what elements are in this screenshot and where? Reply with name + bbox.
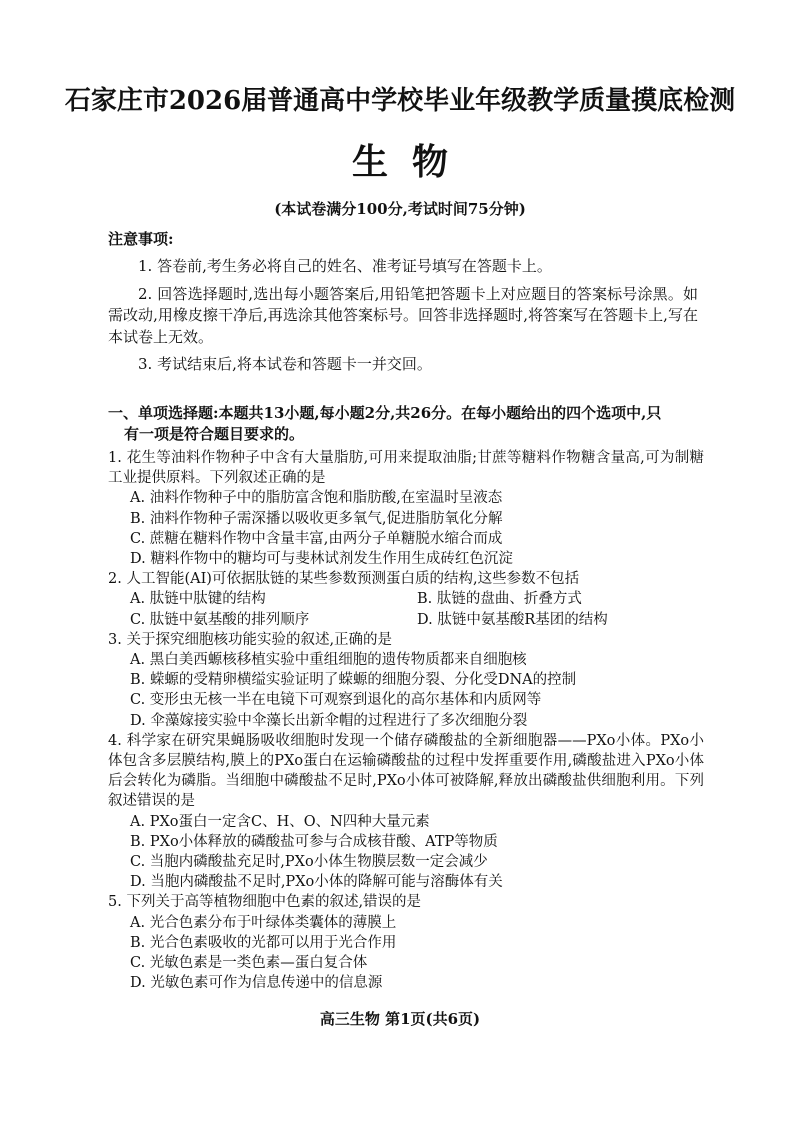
notice-item: 1. 答卷前,考生务必将自己的姓名、准考证号填写在答题卡上。 [138, 257, 552, 275]
option-grid [108, 589, 704, 629]
option-a: A. 肽链中肽键的结构 [130, 591, 266, 608]
option-a: A. 黑白美西螈核移植实验中重组细胞的遗传物质都来自细胞核 [130, 652, 527, 669]
section-heading-line: 有一项是符合题目要求的。 [124, 425, 305, 443]
option-b: B. 油料作物种子需深播以吸收更多氧气,促进脂肪氧化分解 [130, 510, 503, 527]
notice-heading: 注意事项: [108, 230, 174, 248]
option-d: D. 伞藻嫁接实验中伞藻长出新伞帽的过程进行了多次细胞分裂 [130, 712, 528, 729]
question-2 [108, 569, 704, 630]
option-b: B. 蝾螈的受精卵横缢实验证明了蝾螈的细胞分裂、分化受DNA的控制 [130, 672, 577, 689]
page-footer: 高三生物 第1页(共6页) [319, 1010, 481, 1028]
question-1 [108, 448, 704, 569]
question-stem: 5. 下列关于高等植物细胞中色素的叙述,错误的是 [108, 894, 422, 911]
option-c: C. 蔗糖在糖料作物中含量丰富,由两分子单糖脱水缩合而成 [130, 530, 503, 547]
option-d: D. 当胞内磷酸盐不足时,PXo小体的降解可能与溶酶体有关 [130, 874, 503, 891]
option-d: D. 光敏色素可作为信息传递中的信息源 [130, 975, 383, 992]
question-stem: 2. 人工智能(AI)可依据肽链的某些参数预测蛋白质的结构,这些参数不包括 [108, 571, 580, 588]
option-b: B. 光合色素吸收的光都可以用于光合作用 [130, 934, 397, 951]
section-heading-line: 一、单项选择题:本题共13小题,每小题2分,共26分。在每小题给出的四个选项中,只 [108, 404, 662, 422]
option-a: A. PXo蛋白一定含C、H、O、N四种大量元素 [130, 813, 430, 830]
question-list [108, 448, 704, 993]
section-heading [108, 403, 702, 445]
option-a: A. 油料作物种子中的脂肪富含饱和脂肪酸,在室温时呈液态 [130, 490, 503, 507]
question-stem: 4. 科学家在研究果蝇肠吸收细胞时发现一个储存磷酸盐的全新细胞器——PXo小体。PXo小体包含多层膜结构,膜上的PXo蛋白在运输磷酸盐的过程中发挥重要作用,磷酸盐进入PXo小体后会转化为磷脂。当细胞中磷酸盐不足时,PXo小体可被降解,释放出磷酸盐供细胞利用。下列叙述错误的是 [108, 732, 704, 810]
option-b: B. PXo小体释放的磷酸盐可参与合成核苷酸、ATP等物质 [130, 833, 498, 850]
exam-title: 石家庄市2026届普通高中学校毕业年级教学质量摸底检测 [64, 86, 736, 116]
question-stem: 3. 关于探究细胞核功能实验的叙述,正确的是 [108, 631, 393, 648]
notice-item: 2. 回答选择题时,选出每小题答案后,用铅笔把答题卡上对应题目的答案标号涂黑。如需改动,用橡皮擦干净后,再选涂其他答案标号。回答非选择题时,将答案写在答题卡上,写在本试卷上无效。 [108, 284, 698, 346]
option-d: D. 糖料作物中的糖均可与斐林试剂发生作用生成砖红色沉淀 [130, 551, 513, 568]
option-c: C. 光敏色素是一类色素—蛋白复合体 [130, 955, 368, 972]
option-b: B. 肽链的盘曲、折叠方式 [417, 591, 582, 608]
notice-item: 3. 考试结束后,将本试卷和答题卡一并交回。 [138, 355, 432, 373]
question-stem: 1. 花生等油料作物种子中含有大量脂肪,可用来提取油脂;甘蔗等糖料作物糖含量高,可为制糖工业提供原料。下列叙述正确的是 [108, 450, 704, 487]
question-3 [108, 630, 704, 731]
question-5 [108, 892, 704, 993]
option-d: D. 肽链中氨基酸R基团的结构 [417, 611, 608, 628]
question-4 [108, 731, 704, 893]
option-c: C. 当胞内磷酸盐充足时,PXo小体生物膜层数一定会减少 [130, 854, 488, 871]
notice-list [108, 256, 698, 382]
option-c: C. 变形虫无核一半在电镜下可观察到退化的高尔基体和内质网等 [130, 692, 542, 709]
score-info: (本试卷满分100分,考试时间75分钟) [274, 200, 526, 218]
option-c: C. 肽链中氨基酸的排列顺序 [130, 611, 310, 628]
subject-title: 生物 [351, 141, 472, 183]
option-a: A. 光合色素分布于叶绿体类囊体的薄膜上 [130, 914, 397, 931]
